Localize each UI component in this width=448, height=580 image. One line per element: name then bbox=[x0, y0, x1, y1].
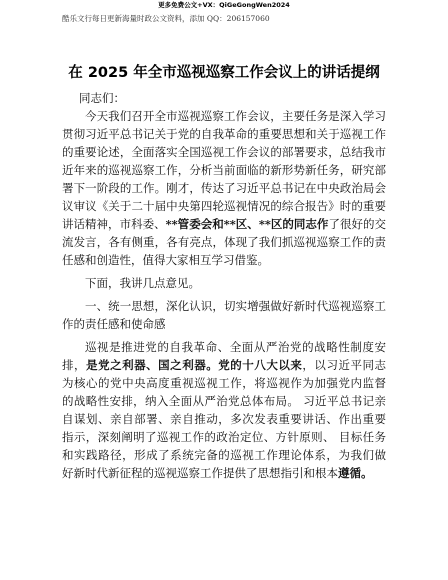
intro-bold-text: **管委会和**区、**区的同志作 bbox=[165, 217, 329, 231]
section-paragraph bbox=[62, 338, 386, 482]
section-bold-text-2: 遵循。 bbox=[338, 466, 373, 480]
section-text-start: 巡视是推进党的自我革命、全面从严治党的战略性制度安排， bbox=[62, 340, 386, 372]
intro-end-text: 了很好的交流发言，各有侧重，各有亮点，体现了我们抓巡视巡察工作的责任感和创造性，值得大家相互学习借鉴。 bbox=[62, 217, 386, 267]
intro-text: 今天我们召开全市巡视巡察工作会议，主要任务是深入学习贯彻习近平总书记关于党的自我革命的重要思想和关于巡视工作的重要论述，全面落实全国巡视工作会议的部署要求，总结我市近年来的巡视巡察工作，分析当前面临的新形势新任务，研究部署下一阶段的工作。刚才，传达了习近平总书记在中央政治局会议审议《关于二十届中央第四轮巡视情况的综合报告》时的重要讲话精神，市科委、 bbox=[62, 109, 386, 231]
header-line: 酷乐文行每日更新海量时政公文资料，添加 QQ：206157060 bbox=[62, 14, 270, 23]
section-text-middle: ，以习近平同志 为核心的党中央高度重视巡视工作，将巡视作为加强党内监督 的战略性安排，纳入全面从严治党总体布局。 习近平总书记亲 自谋划、亲自部署、亲自推动，多次发表重要讲话、作出重要 指示，深刻阐明了巡视工作的政治定位、方针原则、 目标任务 和实践路径，形成了系统完备的巡视工作理论体系，为我们做 好新时代新征程的巡视巡察工作提供了思想指引和根本 bbox=[62, 358, 387, 480]
section-bold-text-1: 是党之利器、国之利器。党的十八大以来 bbox=[86, 358, 303, 372]
document-title: 在 2025 年全市巡视巡察工作会议上的讲话提纲 bbox=[68, 65, 380, 81]
intro-paragraph bbox=[62, 107, 386, 269]
transition-paragraph: 下面，我讲几点意见。 bbox=[85, 276, 200, 290]
top-banner: 更多免费公文+VX：QiGeGongWen2024 bbox=[158, 1, 290, 9]
document-body bbox=[62, 89, 386, 482]
salutation: 同志们： bbox=[79, 91, 125, 105]
section-heading: 一、统一思想，深化认识，切实增强做好新时代巡视巡察工作的责任感和使命感 bbox=[62, 299, 386, 331]
